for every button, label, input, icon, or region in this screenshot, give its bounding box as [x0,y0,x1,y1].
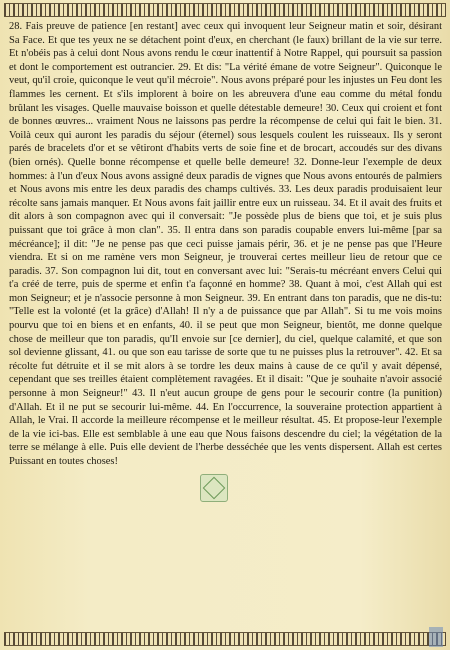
body-text: 28. Fais preuve de patience [en restant] avec ceux qui invoquent leur Seigneur matin et soir, désirant Sa Face. Et que tes yeux ne se détachent point d'eux, en cherchant (le faux) brillant de la vie sur terre. Et n'obéis pas à celui dont Nous avons rendu le cœur inattentif à Notre Rappel, qui poursuit sa passion et dont le comportement est outrancier. 29. Et dis: "La vérité émane de votre Seigneur". Quiconque le veut, qu'il croie, quiconque le veut qu'il mécroie". Nous avons préparé pour les injustes un Feu dont les flammes les cernent. Et s'ils implorent à boire on les abreuvera d'une eau comme du métal fondu brûlant les visages. Quelle mauvaise boisson et quelle détestable demeure! 30. Ceux qui croient et font de bonnes œuvres... vraiment Nous ne laissons pas perdre la récompense de celui qui fait le bien. 31. Voilà ceux qui auront les paradis du séjour (éternel) sous lesquels coulent les ruisseaux. Ils y seront parés de bracelets d'or et se vêtiront d'habits verts de soie fine et de brocart, accoudés sur des divans (bien ornés). Quelle bonne récompense et quelle belle demeure! 32. Donne-leur l'exemple de deux hommes: à l'un d'eux Nous avons assigné deux paradis de vignes que Nous avons entourés de palmiers et Nous avons mis entre les deux paradis des champs cultivés. 33. Les deux paradis produisaient leur récolte sans jamais manquer. Et Nous avons fait jaillir entre eux un ruisseau. 34. Et il avait des fruits et dit alors à son compagnon avec qui il conversait: "Je possède plus de biens que toi, et je suis plus puissant que toi grâce à mon clan". 35. Il entra dans son paradis coupable envers lui-même [par sa mécréance]; il dit: "Je ne pense pas que ceci puisse jamais périr, 36. et je ne pense pas que l'Heure viendra. Et si on me ramène vers mon Seigneur, je trouverai certes meilleur lieu de retour que ce paradis. 37. Son compagnon lui dit, tout en conversant avec lui: "Serais-tu mécréant envers Celui qui t'a créé de terre, puis de sperme et enfin t'a façonné en homme? 38. Quant à moi, c'est Allah qui est mon Seigneur; et je n'associe personne à mon Seigneur. 39. En entrant dans ton paradis, que ne dis-tu: "Telle est la volonté (et la grâce) d'Allah! Il n'y a de puissance que par Allah". Si tu me vois moins pourvu que toi en biens et en enfants, 40. il se peut que mon Seigneur, bientôt, me donne quelque chose de meilleur que ton paradis, qu'Il envoie sur [ce dernier], du ciel, quelque calamité, et que son sol devienne glissant, 41. ou que son eau tarisse de sorte que tu ne puisses plus la retrouver". 42. Et sa récolte fut détruite et il se mit alors à se tordre les deux mains à cause de ce qu'il y avait dépensé, cependant que ses treilles étaient complètement ravagées. Et il disait: "Que je souhaite n'avoir associé personne à mon Seigneur!" 43. Il n'eut aucun groupe de gens pour le secourir contre (la punition) d'Allah. Et il ne put se secourir lui-même. 44. En l'occurrence, la souveraine protection appartient à Allah, le Vrai. Il accorde la meilleure récompense et le meilleur résultat. 45. Et propose-leur l'exemple de la vie ici-bas. Elle est semblable à une eau que Nous faisons descendre du ciel; la végétation de la terre se mélange à elle. Puis elle devient de l'herbe desséchée que les vents dispersent. Allah est certes Puissant en toutes choses! [9,21,442,467]
corner-page-tab [429,627,443,647]
bottom-ornamental-border [4,632,446,646]
green-seal-stamp [200,474,228,502]
seal-ornament-icon [203,477,226,500]
top-ornamental-border [4,3,446,17]
